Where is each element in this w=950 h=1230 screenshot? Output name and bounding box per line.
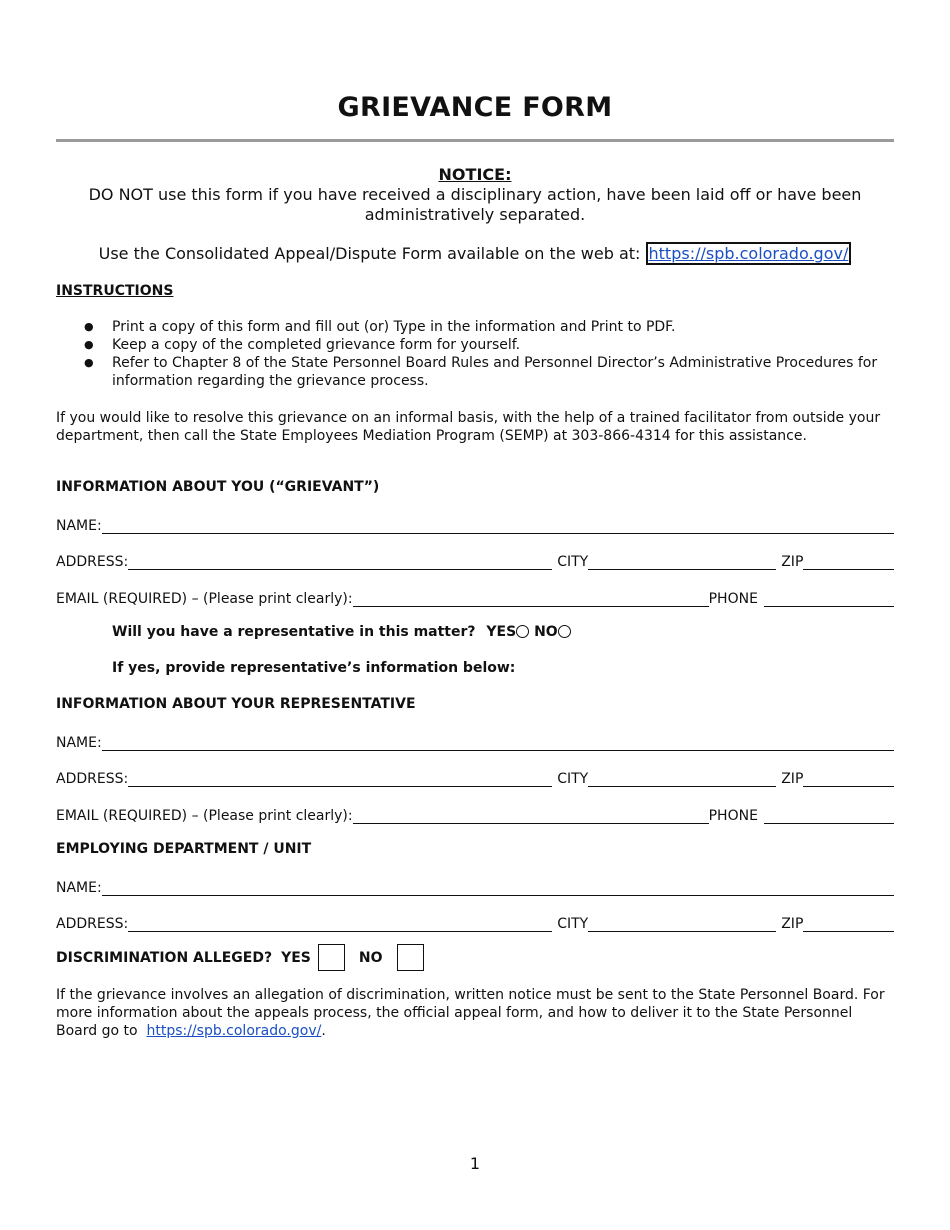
- rep-yes-radio[interactable]: [516, 625, 529, 638]
- grievant-email-field[interactable]: [353, 592, 709, 607]
- dept-address-field[interactable]: [128, 917, 552, 932]
- discrimination-no-label: NO: [358, 949, 383, 966]
- rep-phone-field[interactable]: [764, 809, 894, 824]
- address-label: ADDRESS:: [56, 554, 129, 570]
- rep-name-field[interactable]: [102, 736, 894, 751]
- city-label: CITY: [557, 916, 589, 932]
- rep-zip-field[interactable]: [803, 772, 894, 787]
- email-label: EMAIL (REQUIRED) – (Please print clearly):: [56, 808, 353, 824]
- notice-web-line: [56, 244, 894, 263]
- instructions-heading: INSTRUCTIONS: [56, 283, 174, 299]
- notice-heading: NOTICE:: [438, 165, 512, 184]
- grievant-heading: INFORMATION ABOUT YOU (“GRIEVANT”): [56, 479, 380, 495]
- email-label: EMAIL (REQUIRED) – (Please print clearly):: [56, 591, 353, 607]
- zip-label: ZIP: [781, 916, 804, 932]
- discrimination-label: DISCRIMINATION ALLEGED?: [56, 949, 273, 966]
- dept-zip-field[interactable]: [803, 917, 894, 932]
- title-divider: [56, 139, 894, 142]
- discrimination-row: [56, 944, 424, 971]
- grievant-address-row: [56, 550, 894, 570]
- rep-no-radio[interactable]: [558, 625, 571, 638]
- instructions-list: [56, 318, 886, 390]
- spb-website-link-footer[interactable]: https://spb.colorado.gov/: [146, 1023, 322, 1039]
- rep-yes-label: YES: [486, 624, 517, 640]
- representative-question: [112, 624, 571, 640]
- zip-label: ZIP: [781, 554, 804, 570]
- phone-label: PHONE: [708, 808, 758, 824]
- rep-address-row: [56, 767, 894, 787]
- grievant-name-row: [56, 514, 894, 534]
- dept-name-field[interactable]: [102, 881, 894, 896]
- discrimination-no-checkbox[interactable]: [397, 944, 424, 971]
- dept-city-field[interactable]: [588, 917, 776, 932]
- rep-followup: If yes, provide representative’s information below:: [112, 660, 516, 676]
- grievant-city-field[interactable]: [588, 555, 776, 570]
- rep-email-row: [56, 804, 894, 824]
- department-heading: EMPLOYING DEPARTMENT / UNIT: [56, 841, 312, 857]
- discrimination-text: If the grievance involves an allegation of discrimination, written notice must be sent to the State Personnel Board. For more information about the appeals process, the official appeal form, and how to deliver it to the State Personnel Board go to: [56, 987, 885, 1039]
- rep-no-label: NO: [534, 624, 558, 640]
- notice-line-2: administratively separated.: [364, 205, 586, 224]
- rep-question-text: Will you have a representative in this matter?: [112, 624, 476, 640]
- grievant-name-field[interactable]: [102, 519, 894, 534]
- name-label: NAME:: [56, 518, 102, 534]
- discrimination-yes-checkbox[interactable]: [318, 944, 345, 971]
- grievant-email-row: [56, 587, 894, 607]
- address-label: ADDRESS:: [56, 916, 129, 932]
- page-title: GRIEVANCE FORM: [337, 92, 613, 123]
- name-label: NAME:: [56, 880, 102, 896]
- rep-name-row: [56, 731, 894, 751]
- list-item: ● Refer to Chapter 8 of the State Personnel Board Rules and Personnel Director’s Administrative Procedures for information regarding the grievance process.: [56, 354, 886, 390]
- grievant-address-field[interactable]: [128, 555, 552, 570]
- city-label: CITY: [557, 554, 589, 570]
- grievant-zip-field[interactable]: [803, 555, 894, 570]
- dept-address-row: [56, 912, 894, 932]
- mediation-paragraph: If you would like to resolve this grievance on an informal basis, with the help of a trained facilitator from outside your department, then call the State Employees Mediation Program (SEMP) at 303-866-4314 for this assistance.: [56, 410, 881, 444]
- notice-body: [56, 185, 894, 225]
- page-number: 1: [469, 1154, 481, 1173]
- dept-name-row: [56, 876, 894, 896]
- notice-web-text: Use the Consolidated Appeal/Dispute Form available on the web at:: [98, 244, 641, 263]
- discrimination-paragraph: [56, 986, 896, 1040]
- city-label: CITY: [557, 771, 589, 787]
- zip-label: ZIP: [781, 771, 804, 787]
- representative-heading: INFORMATION ABOUT YOUR REPRESENTATIVE: [56, 696, 416, 712]
- rep-email-field[interactable]: [353, 809, 709, 824]
- rep-city-field[interactable]: [588, 772, 776, 787]
- notice-line-1: DO NOT use this form if you have received a disciplinary action, have been laid off or have been: [88, 185, 862, 204]
- discrimination-trailing: .: [321, 1023, 326, 1039]
- grievant-phone-field[interactable]: [764, 592, 894, 607]
- discrimination-yes-label: YES: [281, 949, 311, 966]
- list-item: ● Print a copy of this form and fill out (or) Type in the information and Print to PDF.: [56, 318, 886, 336]
- rep-address-field[interactable]: [128, 772, 552, 787]
- name-label: NAME:: [56, 735, 102, 751]
- spb-website-link[interactable]: https://spb.colorado.gov/: [646, 242, 852, 265]
- address-label: ADDRESS:: [56, 771, 129, 787]
- phone-label: PHONE: [708, 591, 758, 607]
- list-item: ● Keep a copy of the completed grievance form for yourself.: [56, 336, 886, 354]
